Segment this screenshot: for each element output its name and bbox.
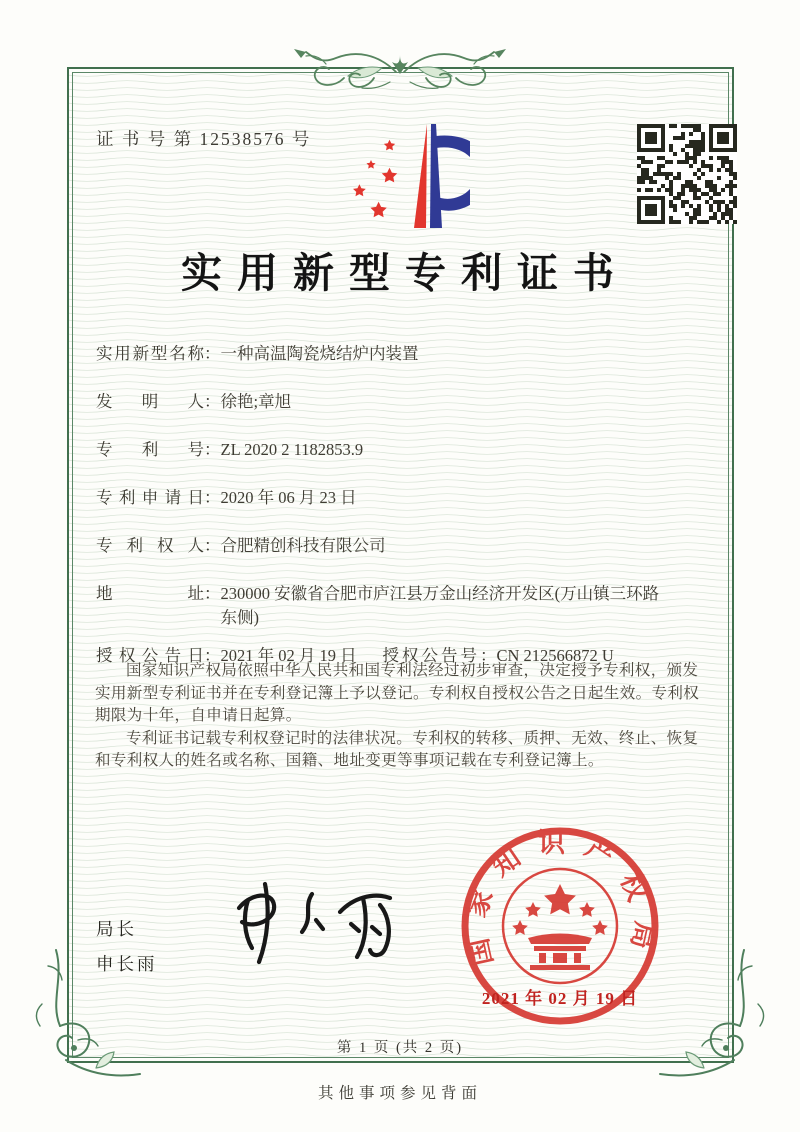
field-colon: ： [204,392,221,411]
field-value: 2020 年 06 月 23 日 [220,488,357,507]
certificate-fields [96,342,710,692]
seal-date: 2021 年 02 月 19 日 [481,989,639,1008]
field-value: 合肥精创科技有限公司 [220,536,386,555]
director-title: 局长 [96,919,137,939]
field-colon: ： [204,584,221,603]
footer-note: 其他事项参见背面 [317,1085,482,1102]
field-label: 专利权人 [96,536,204,555]
field-row-utility-model-name [96,342,710,366]
field-value: ZL 2020 2 1182853.9 [220,440,364,459]
qr-code [637,124,737,224]
page-number: 第 1 页 (共 2 页) [336,1040,464,1056]
field-row-patent-number [96,438,710,462]
field-row-inventor [96,390,710,414]
field-colon: ： [204,646,221,665]
field-colon: ： [480,646,497,665]
field-row-address [96,582,710,630]
field-value: CN 212566872 U [496,646,614,665]
field-colon: ： [204,440,221,459]
director-signature [212,872,427,972]
field-label: 专利号 [96,440,204,459]
svg-text:国家知识产权局: 国家知识产权局 [459,827,661,969]
field-label: 地址 [96,584,204,603]
field-label: 专利申请日 [96,488,204,507]
body-paragraph: 专利证书记载专利权登记时的法律状况。专利权的转移、质押、无效、终止、恢复和专利权人的姓名或名称、国籍、地址变更等事项记载在专利登记簿上。 [95,729,699,770]
top-dragon-ornament-icon [278,38,522,100]
field-value: 2021 年 02 月 19 日 [220,646,357,665]
field-colon: ： [204,344,221,363]
field-colon: ： [204,488,221,507]
issuer-block [96,912,158,982]
field-value: 徐艳;章旭 [220,392,292,411]
field-label: 授权公告号 [382,646,480,665]
field-label: 授权公告日 [96,646,204,665]
legal-body-text [95,660,709,773]
field-row-patentee [96,534,710,558]
certificate-number: 证 书 号 第 12538576 号 [96,129,312,149]
field-label: 实用新型名称 [96,344,204,363]
field-colon: ： [204,536,221,555]
director-name: 申长雨 [96,954,158,974]
field-value: 一种高温陶瓷烧结炉内装置 [220,344,419,363]
body-paragraph: 国家知识产权局依照中华人民共和国专利法经过初步审查，决定授予专利权，颁发实用新型专利证书并在专利登记簿上予以登记。专利权自授权公告之日起生效。专利权期限为十年，自申请日起算。 [95,662,700,725]
field-label: 发明人 [96,392,204,411]
cnipa-logo-icon [330,110,470,232]
corner-flourish-right-icon [654,944,778,1090]
field-value: 230000 安徽省合肥市庐江县万金山经济开发区(万山镇三环路东侧) [220,584,660,627]
certificate-title: 实用新型专利证书 [181,250,629,296]
field-row-filing-date [96,486,710,510]
